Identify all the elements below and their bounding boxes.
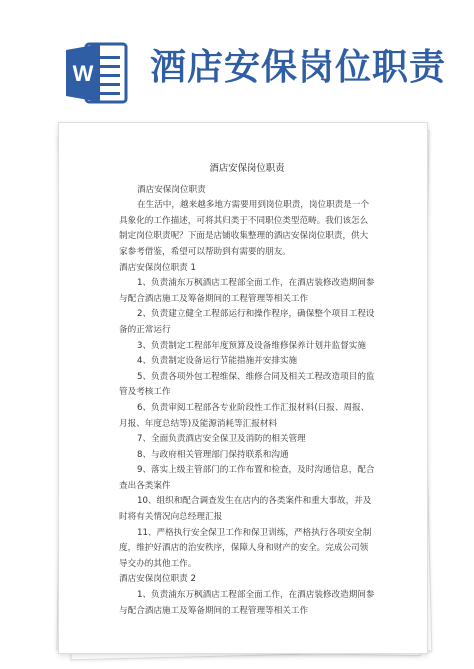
list-item: 5、负责各项外包工程维保、维修合同及相关工程改造项目的监管及考核工作 bbox=[119, 371, 375, 398]
section-heading: 酒店安保岗位职责 2 bbox=[119, 574, 196, 585]
document-title: 酒店安保岗位职责 bbox=[209, 163, 285, 174]
list-item: 10、组织和配合调查发生在店内的各类案件和重大事故，并及时将有关情况向总经理汇报 bbox=[119, 496, 372, 523]
document-intro: 在生活中，越来越多地方需要用到岗位职责，岗位职责是一个具象化的工作描述，可将其归类于不同职位类型范畴。我们该怎么制定岗位职责呢？下面是店铺收集整理的酒店安保岗位职责，供大家参考借鉴，希望可以帮助到有需要的朋友。 bbox=[119, 200, 370, 257]
document-subtitle: 酒店安保岗位职责 bbox=[137, 184, 206, 195]
header-banner bbox=[0, 0, 474, 118]
document-body bbox=[119, 161, 375, 619]
list-item: 11、严格执行安全保卫工作和保卫训练，严格执行各项安全制度，维护好酒店的治安秩序，保障人身和财产的安全。完成公司领导交办的其他工作。 bbox=[119, 527, 372, 569]
document-page bbox=[58, 122, 428, 654]
list-item: 4、负责制定设备运行节能措施并安排实施 bbox=[137, 356, 298, 367]
list-item: 1、负责浦东万枫酒店工程部全面工作，在酒店装修改造期间参与配合酒店施工及筹备期间的工程管理等相关工作 bbox=[119, 278, 375, 304]
page-title: 酒店安保岗位职责 bbox=[150, 47, 447, 88]
list-item: 2、负责建立健全工程部运行和操作程序，确保整个项目工程设备的正常运行 bbox=[119, 309, 375, 335]
list-item: 3、负责制定工程部年度预算及设备维修保养计划并监督实施 bbox=[137, 340, 366, 351]
list-item: 6、负责审阅工程部各专业阶段性工作汇报材料(日报、周报、月报、年度总结等)及能源消耗等汇报材料 bbox=[119, 402, 370, 429]
list-item: 7、全面负责酒店安全保卫及消防的相关管理 bbox=[137, 434, 306, 445]
word-logo-letter: W bbox=[72, 61, 94, 86]
document-preview bbox=[58, 122, 430, 657]
section-heading: 酒店安保岗位职责 1 bbox=[119, 262, 196, 273]
list-item: 9、落实上级主管部门的工作布置和检查，及时沟通信息，配合查出各类案件 bbox=[119, 465, 375, 491]
word-document-icon bbox=[66, 40, 128, 106]
list-item: 8、与政府相关管理部门保持联系和沟通 bbox=[137, 449, 289, 460]
list-item: 1、负责浦东万枫酒店工程部全面工作，在酒店装修改造期间参与配合酒店施工及筹备期间的工程管理等相关工作 bbox=[119, 590, 375, 616]
